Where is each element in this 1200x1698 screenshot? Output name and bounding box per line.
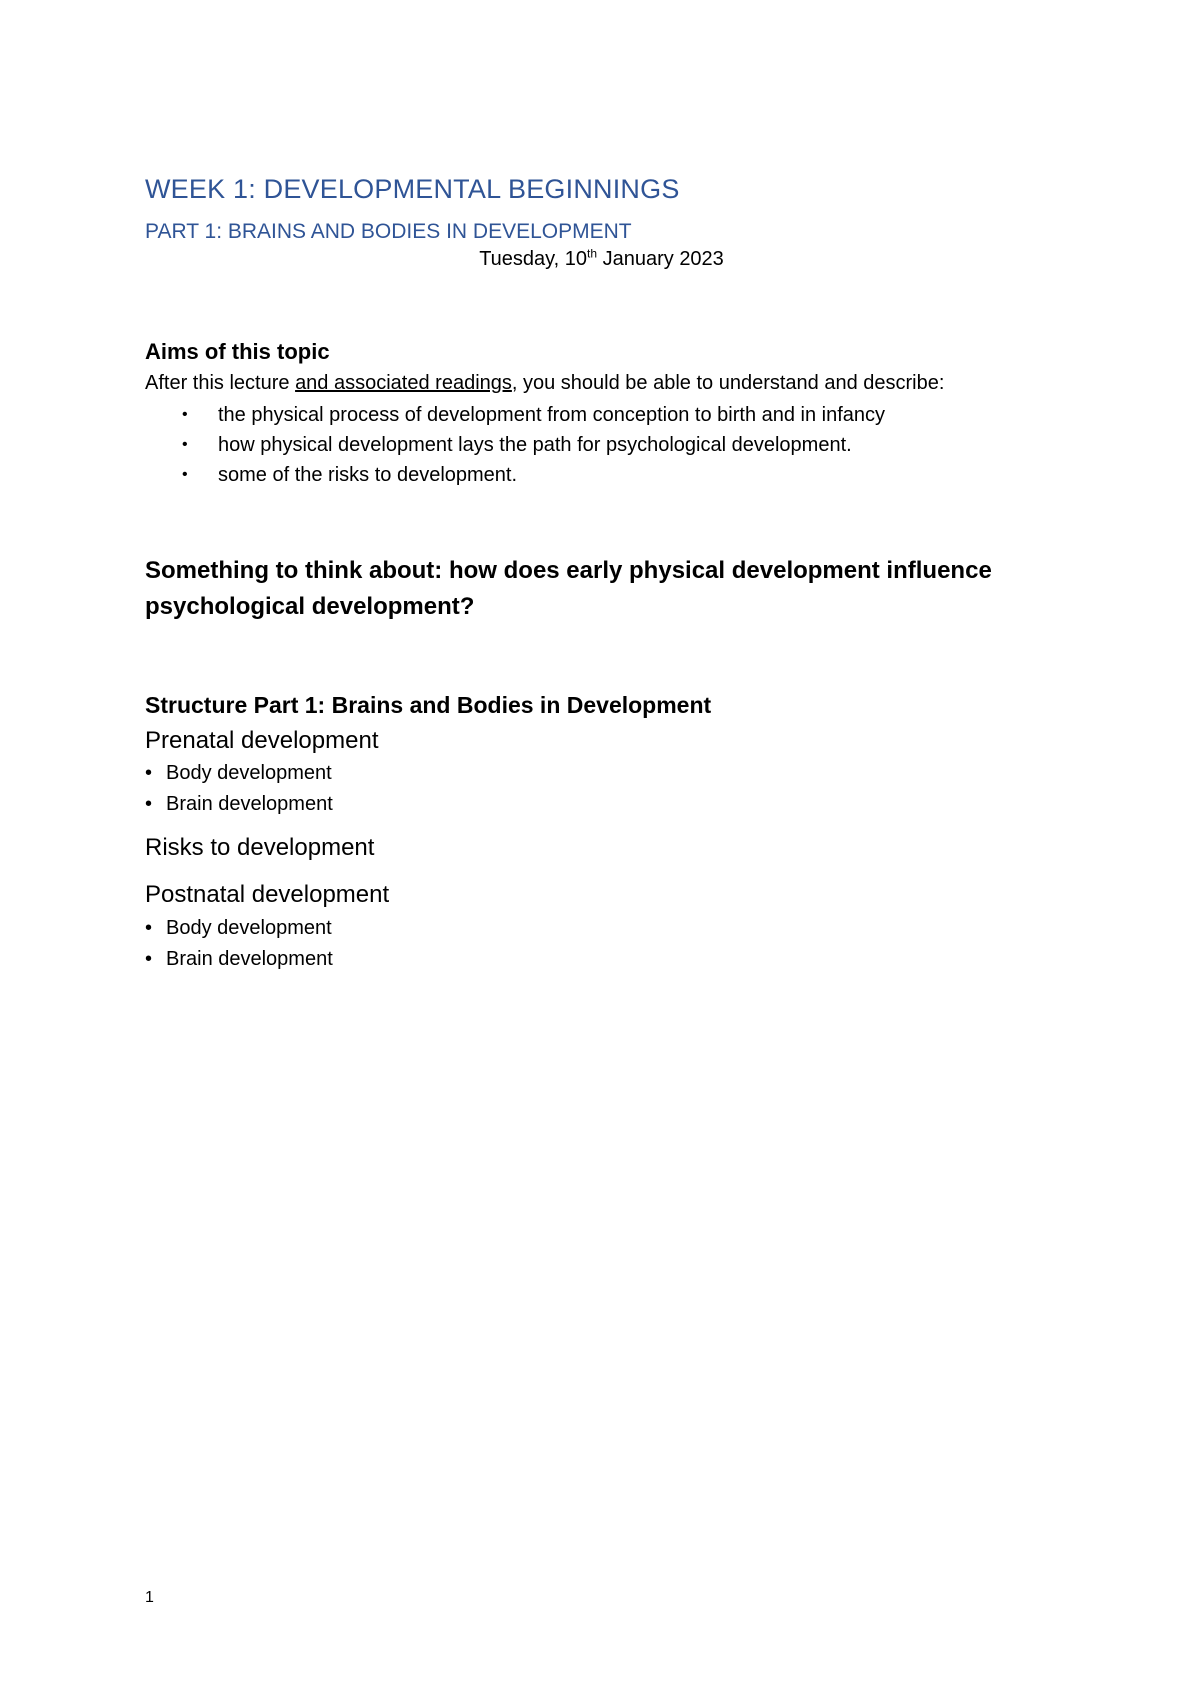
aims-list — [182, 402, 885, 492]
page-number: 1 — [145, 1589, 154, 1606]
date-ordinal-suffix: th — [587, 246, 598, 261]
list-item-text: Brain development — [166, 948, 333, 970]
prenatal-list — [145, 760, 333, 822]
aims-intro-end: , you should be able to understand and describe: — [511, 372, 945, 394]
bullet-icon: • — [182, 406, 188, 423]
list-item — [145, 946, 333, 977]
aims-heading: Aims of this topic — [145, 339, 330, 364]
postnatal-list — [145, 915, 333, 977]
list-item-text: Body development — [166, 762, 332, 784]
date-prefix: Tuesday, 10 — [479, 248, 588, 270]
section-heading-postnatal: Postnatal development — [145, 881, 390, 908]
section-heading-prenatal: Prenatal development — [145, 727, 379, 754]
bullet-icon: • — [145, 948, 153, 970]
think-about-prompt: Something to think about: how does early physical development influence psychological development? — [145, 557, 992, 620]
week-title: WEEK 1: DEVELOPMENTAL BEGINNINGS — [145, 174, 680, 204]
list-item — [182, 402, 885, 432]
list-item — [145, 915, 333, 946]
bullet-icon: • — [182, 466, 188, 483]
section-heading-risks: Risks to development — [145, 834, 375, 861]
date-rest: January 2023 — [597, 248, 724, 270]
aims-intro — [145, 372, 944, 395]
aims-item-text: the physical process of development from conception to birth and in infancy — [218, 404, 886, 426]
bullet-icon: • — [145, 762, 153, 784]
list-item-text: Body development — [166, 917, 332, 939]
list-item — [145, 760, 333, 791]
structure-heading: Structure Part 1: Brains and Bodies in Development — [145, 692, 712, 718]
list-item-text: Brain development — [166, 793, 333, 815]
part-subtitle: PART 1: BRAINS AND BODIES IN DEVELOPMENT — [145, 220, 632, 243]
bullet-icon: • — [182, 436, 188, 453]
aims-intro-start: After this lecture — [145, 372, 296, 394]
list-item — [145, 791, 333, 822]
list-item — [182, 462, 885, 492]
bullet-icon: • — [145, 917, 153, 939]
lecture-date — [0, 248, 1200, 271]
aims-intro-underlined: and associated readings — [295, 372, 512, 394]
bullet-icon: • — [145, 793, 153, 815]
aims-item-text: how physical development lays the path for psychological development. — [218, 434, 852, 456]
list-item — [182, 432, 885, 462]
aims-item-text: some of the risks to development. — [218, 464, 518, 486]
